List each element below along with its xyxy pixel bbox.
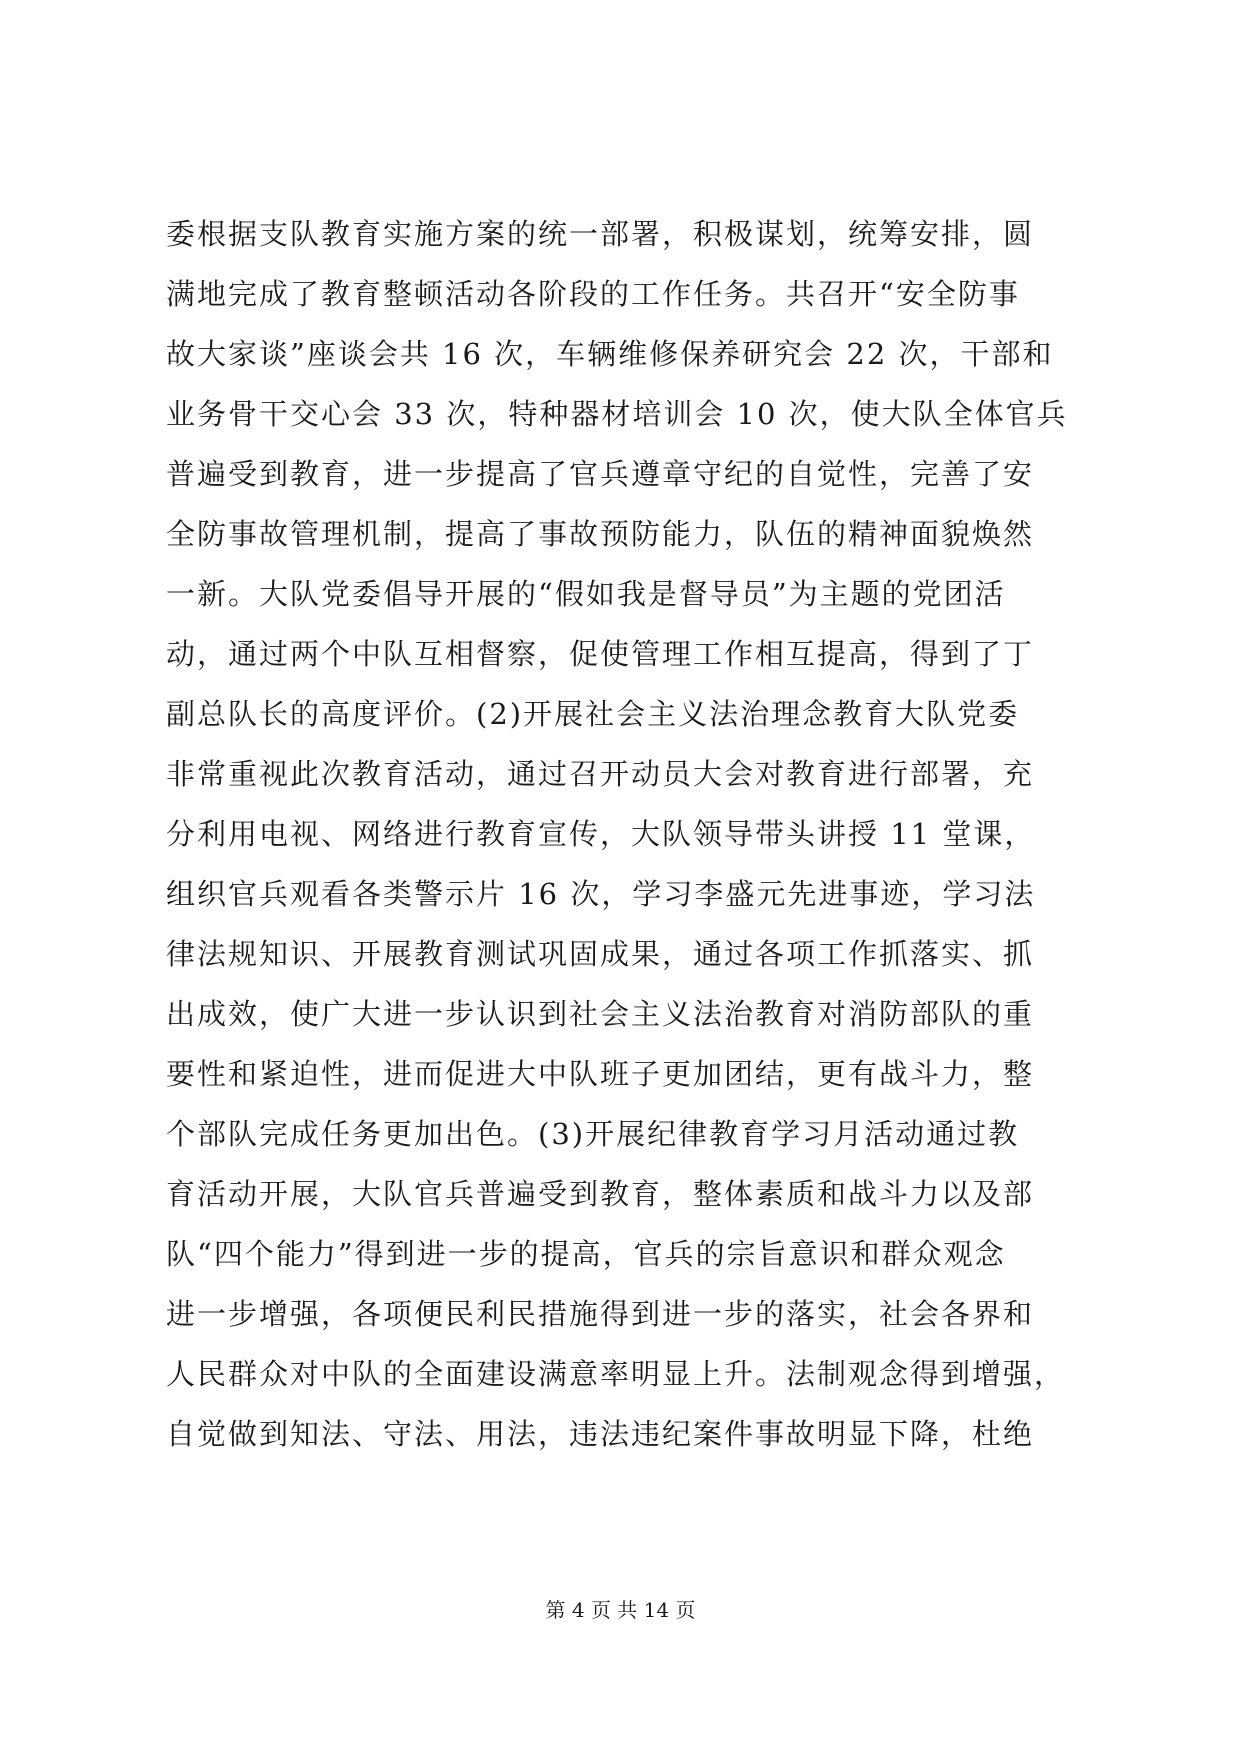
text-line: 要性和紧迫性，进而促进大中队班子更加团结，更有战斗力，整 <box>166 1057 1035 1091</box>
text-line: 自觉做到知法、守法、用法，违法违纪案件事故明显下降，杜绝 <box>166 1417 1035 1451</box>
text-line: 律法规知识、开展教育测试巩固成果，通过各项工作抓落实、抓 <box>166 937 1035 971</box>
text-line: 动，通过两个中队互相督察，促使管理工作相互提高，得到了丁 <box>166 637 1035 671</box>
text-line: 进一步增强，各项便民利民措施得到进一步的落实，社会各界和 <box>166 1297 1035 1331</box>
text-line: 一新。大队党委倡导开展的“假如我是督导员”为主题的党团活 <box>166 577 1006 611</box>
text-line: 队“四个能力”得到进一步的提高，官兵的宗旨意识和群众观念 <box>166 1237 1006 1271</box>
text-line: 故大家谈”座谈会共 16 次，车辆维修保养研究会 22 次，干部和 <box>166 337 1054 371</box>
text-line: 组织官兵观看各类警示片 16 次，学习李盛元先进事迹，学习法 <box>166 877 1036 911</box>
text-line: 普遍受到教育，进一步提高了官兵遵章守纪的自觉性，完善了安 <box>166 457 1035 491</box>
page-footer: 第 4 页 共 14 页 <box>545 1598 696 1622</box>
text-line: 非常重视此次教育活动，通过召开动员大会对教育进行部署，充 <box>166 757 1035 791</box>
text-line: 满地完成了教育整顿活动各阶段的工作任务。共召开“安全防事 <box>166 277 1020 311</box>
text-line: 副总队长的高度评价。(2)开展社会主义法治理念教育大队党委 <box>166 697 1020 731</box>
text-line: 育活动开展，大队官兵普遍受到教育，整体素质和战斗力以及部 <box>166 1177 1035 1211</box>
text-line: 委根据支队教育实施方案的统一部署，积极谋划，统筹安排，圆 <box>166 217 1035 251</box>
text-line: 个部队完成任务更加出色。(3)开展纪律教育学习月活动通过教 <box>166 1117 1020 1151</box>
text-line: 人民群众对中队的全面建设满意率明显上升。法制观念得到增强， <box>166 1357 1066 1391</box>
body-text <box>166 204 1086 1464</box>
text-line: 出成效，使广大进一步认识到社会主义法治教育对消防部队的重 <box>166 997 1035 1031</box>
text-line: 业务骨干交心会 33 次，特种器材培训会 10 次，使大队全体官兵 <box>166 397 1068 431</box>
text-line: 全防事故管理机制，提高了事故预防能力，队伍的精神面貌焕然 <box>166 517 1035 551</box>
text-line: 分利用电视、网络进行教育宣传，大队领导带头讲授 11 堂课， <box>166 817 1036 851</box>
